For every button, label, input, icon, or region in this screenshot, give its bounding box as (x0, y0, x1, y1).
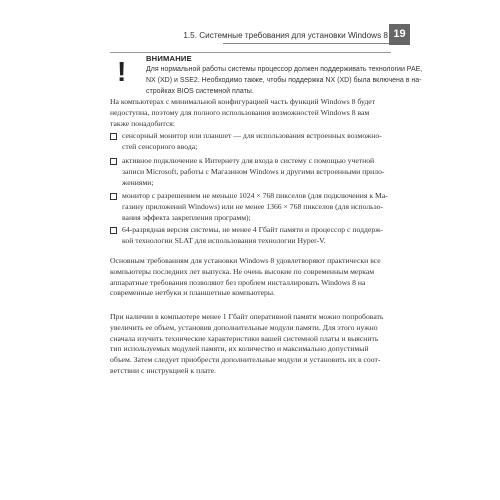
text-line: вания эффекта закрепления программ); (122, 212, 251, 222)
warning-title: ВНИМАНИЕ (146, 54, 192, 63)
warning-line: NX (XD) и SSE2. Необходимо также, чтобы поддержка NX (XD) была включена в на- (146, 76, 422, 84)
text-line: 64-разрядная версия системы, не менее 4 Гбайт памяти и процессор с поддерж- (122, 225, 384, 234)
checkbox-bullet-icon (110, 227, 117, 234)
text-line: увеличить ее объем, установив дополнительные модули памяти. Для этого нужно (110, 322, 378, 332)
checkbox-bullet-icon (110, 158, 117, 165)
warning-line: стройках BIOS системной платы. (146, 87, 254, 95)
text-line: газину приложений Windows) или не менее 1366 × 768 пикселов (для использо- (122, 201, 384, 211)
text-line: кой технологии SLAT для использования технологии Hyper-V. (122, 235, 326, 245)
running-header: 1.5. Системные требования для установки Windows 8 (183, 31, 388, 40)
text-line: ветствии с инструкцией к плате. (110, 365, 216, 375)
text-line: записи Microsoft, работы с Магазином Windows и другими встроенными прило- (122, 166, 385, 176)
text-line: монитор с разрешением не меньше 1024 × 768 пикселов (для подключения к Ма- (122, 191, 388, 200)
text-line: стей сенсорного ввода; (122, 141, 198, 151)
warning-text (146, 65, 423, 97)
text-line: компьютеры последних лет выпуска. Не очень высокие по современным меркам (110, 266, 375, 276)
text-line: объем. Затем следует приобрести дополнительные модули и установить их в соот- (110, 355, 381, 365)
text-line: аппаратные требования позволяют без проблем инсталлировать Windows 8 на (110, 277, 366, 287)
warning-line: Для нормальной работы системы процессор должен поддерживать технологии PAE, (146, 66, 423, 73)
checkbox-bullet-icon (110, 193, 117, 200)
text-line: сенсорный монитор или планшет — для использования встроенных возможно- (122, 131, 382, 140)
text-line: также понадобится: (110, 118, 175, 128)
paragraph (110, 256, 381, 299)
text-line: сначала изучить технические характеристики вашей системной платы и выяснить (110, 333, 379, 343)
text-line: тип используемых модулей памяти, их количество и максимально допустимый (110, 344, 369, 354)
checkbox-bullet-icon (110, 133, 117, 140)
intro-paragraph (110, 97, 375, 129)
text-line: недоступна, поэтому для полного использования возможностей Windows 8 вам (110, 107, 370, 117)
paragraph (110, 312, 383, 377)
text-line: жениями; (122, 177, 154, 187)
header-rule (223, 43, 389, 44)
exclamation-icon: ! (117, 56, 127, 87)
text-line: Основным требованиям для установки Windows 8 удовлетворяют практически все (110, 256, 381, 265)
text-line: активное подключение к Интернету для входа в систему с помощью учетной (122, 156, 375, 165)
text-line: При наличии в компьютере менее 1 Гбайт оперативной памяти можно попробовать (110, 312, 384, 321)
text-line: На компьютерах с минимальной конфигурацией часть функций Windows 8 будет (110, 97, 376, 106)
warning-top-rule (110, 52, 391, 53)
text-line: современные нетбуки и планшетные компьютеры. (110, 288, 275, 298)
page-number: 19 (389, 24, 410, 45)
